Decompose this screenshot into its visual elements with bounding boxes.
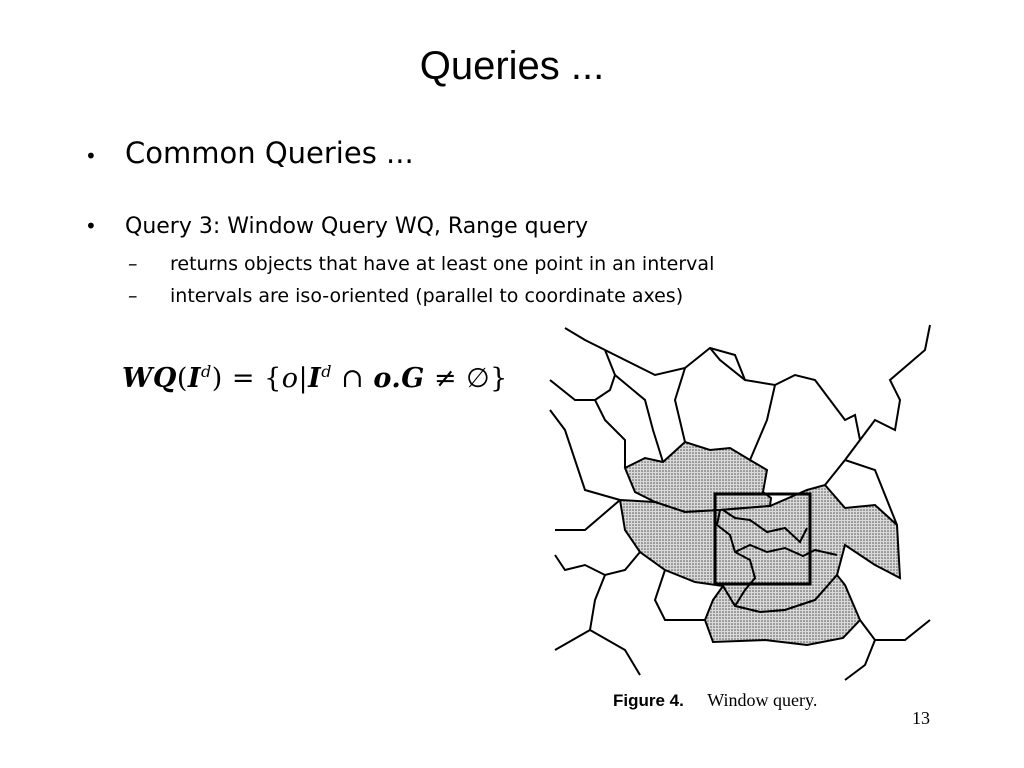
formula-bar: | — [298, 363, 309, 394]
map-border-line — [860, 325, 930, 440]
map-border-line — [825, 400, 860, 485]
formula-wq: WQ — [122, 363, 177, 394]
bullet-marker: • — [85, 214, 97, 238]
window-query-map-figure — [545, 320, 935, 690]
map-border-line — [590, 630, 640, 675]
sub-bullet-text: intervals are iso-oriented (parallel to coordinate axes) — [170, 285, 684, 307]
formula-cap: ∩ — [332, 363, 374, 394]
map-border-line — [615, 375, 663, 462]
figure-caption — [613, 690, 817, 711]
window-query-formula — [122, 362, 508, 394]
figure-caption-text: Window query. — [707, 690, 818, 710]
sub-bullet-returns — [0, 253, 714, 275]
formula-empty: ∅} — [466, 363, 508, 394]
slide-title: Queries ... — [419, 44, 605, 88]
bullet-text: Query 3: Window Query WQ, Range query — [125, 214, 589, 239]
map-border-line — [710, 348, 830, 400]
sub-bullet-marker: – — [128, 285, 138, 307]
formula-i2: I — [308, 363, 322, 394]
map-border-line — [550, 380, 595, 400]
map-border-line — [555, 552, 640, 575]
sub-bullet-intervals — [0, 285, 683, 307]
map-border-line — [860, 620, 930, 640]
map-border-line — [845, 640, 875, 680]
figure-label: Figure 4. — [613, 691, 684, 710]
formula-eq: ) = { — [211, 363, 282, 394]
formula-i: I — [187, 363, 202, 394]
bullet-window-query — [0, 214, 588, 239]
formula-o: o — [281, 363, 299, 394]
bullet-text: Common Queries ... — [125, 136, 414, 170]
formula-paren-open: ( — [176, 363, 188, 394]
sub-bullet-marker: – — [128, 253, 138, 275]
map-border-line — [555, 500, 620, 530]
formula-d2: d — [321, 362, 333, 381]
map-border-line — [555, 575, 605, 650]
bullet-marker: • — [85, 144, 97, 168]
page-number: 13 — [912, 708, 930, 728]
formula-neq: ≠ — [424, 363, 467, 394]
formula-d: d — [201, 362, 212, 381]
map-border-line — [750, 385, 775, 460]
sub-bullet-text: returns objects that have at least one point in an interval — [170, 253, 715, 275]
map-border-line — [675, 368, 685, 442]
formula-og: o.G — [373, 363, 425, 394]
bullet-common-queries — [0, 136, 414, 170]
